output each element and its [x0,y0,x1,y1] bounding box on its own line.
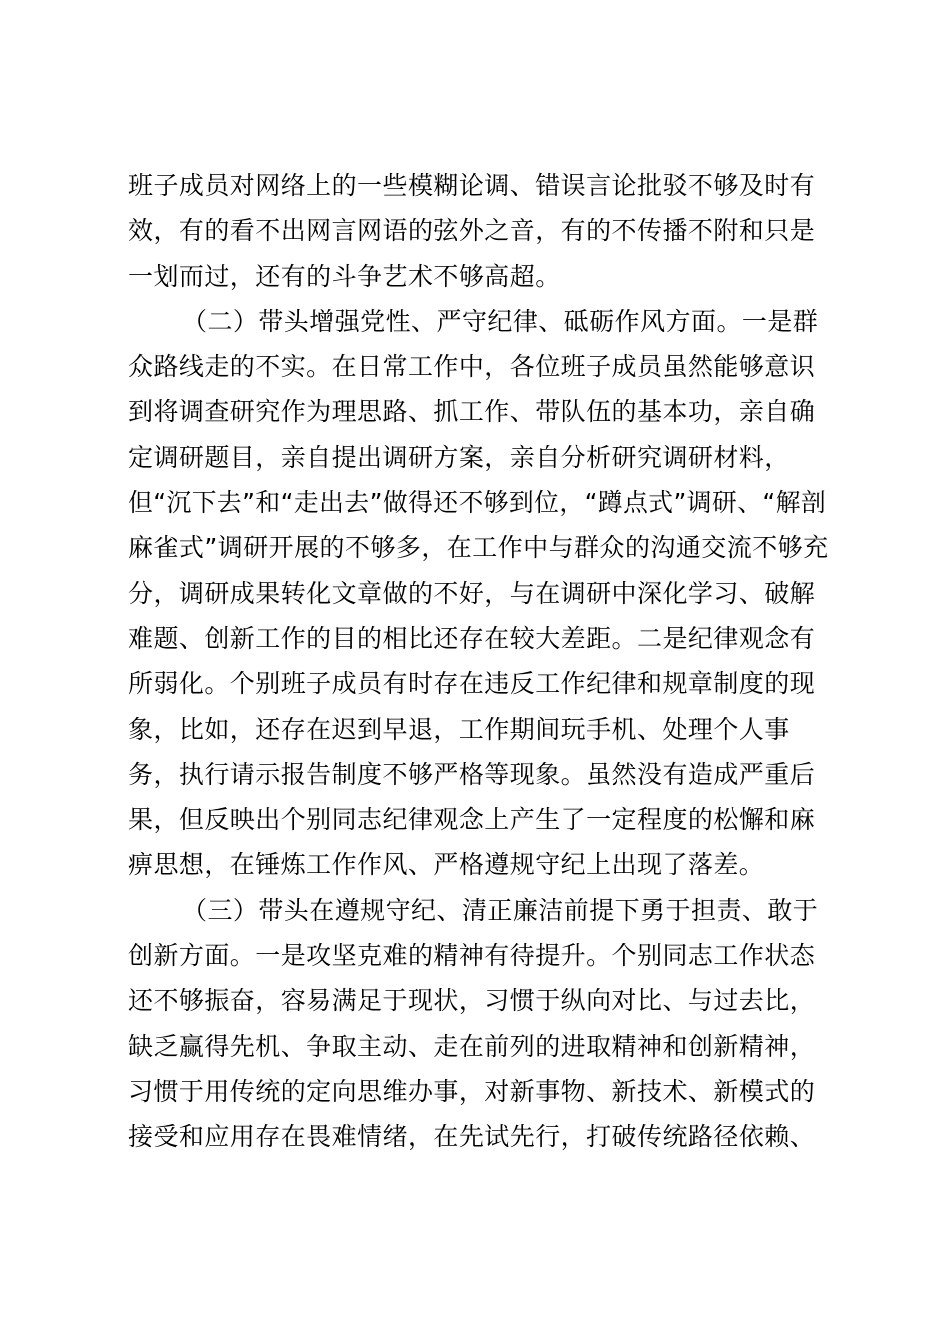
text-line: 一划而过，还有的斗争艺术不够高超。 [128,261,561,291]
text-line: 果，但反映出个别同志纪律观念上产生了一定程度的松懈和麻 [128,805,816,835]
text-line: 到将调查研究作为理思路、抓工作、带队伍的基本功，亲自确 [128,397,816,427]
paragraph-heading-line: （二）带头增强党性、严守纪律、砥砺作风方面。一是群 [182,306,819,336]
text-line: 效，有的看不出网言网语的弦外之音，有的不传播不附和只是 [128,216,816,246]
text-line: 象，比如，还存在迟到早退，工作期间玩手机、处理个人事 [128,714,790,744]
paragraph-heading-line: （三）带头在遵规守纪、清正廉洁前提下勇于担责、敢于 [182,895,819,925]
text-line: 班子成员对网络上的一些模糊论调、错误言论批驳不够及时有 [128,171,816,200]
text-line: 还不够振奋，容易满足于现状，习惯于纵向对比、与过去比， [128,986,816,1016]
text-line: 所弱化。个别班子成员有时存在违反工作纪律和规章制度的现 [128,669,816,699]
text-line: 接受和应用存在畏难情绪，在先试先行，打破传统路径依赖、 [128,1122,816,1152]
text-line: 创新方面。一是攻坚克难的精神有待提升。个别同志工作状态 [128,941,816,971]
text-line: 定调研题目，亲自提出调研方案，亲自分析研究调研材料， [128,442,790,472]
text-line: 众路线走的不实。在日常工作中，各位班子成员虽然能够意识 [128,352,816,382]
text-line: 分，调研成果转化文章做的不好，与在调研中深化学习、破解 [128,578,816,608]
text-line: 务，执行请示报告制度不够严格等现象。虽然没有造成严重后 [128,759,816,789]
text-line: 难题、创新工作的目的相比还存在较大差距。二是纪律观念有 [128,623,816,653]
text-line: 缺乏赢得先机、争取主动、走在前列的进取精神和创新精神， [128,1031,816,1061]
text-line: 但“沉下去”和“走出去”做得还不够到位，“蹲点式”调研、“解剖 [128,488,827,518]
body-text [128,163,830,1160]
text-line: 痹思想，在锤炼工作作风、严格遵规守纪上出现了落差。 [128,850,765,880]
text-line: 习惯于用传统的定向思维办事，对新事物、新技术、新模式的 [128,1076,816,1106]
text-line: 麻雀式”调研开展的不够多，在工作中与群众的沟通交流不够充 [128,533,829,563]
